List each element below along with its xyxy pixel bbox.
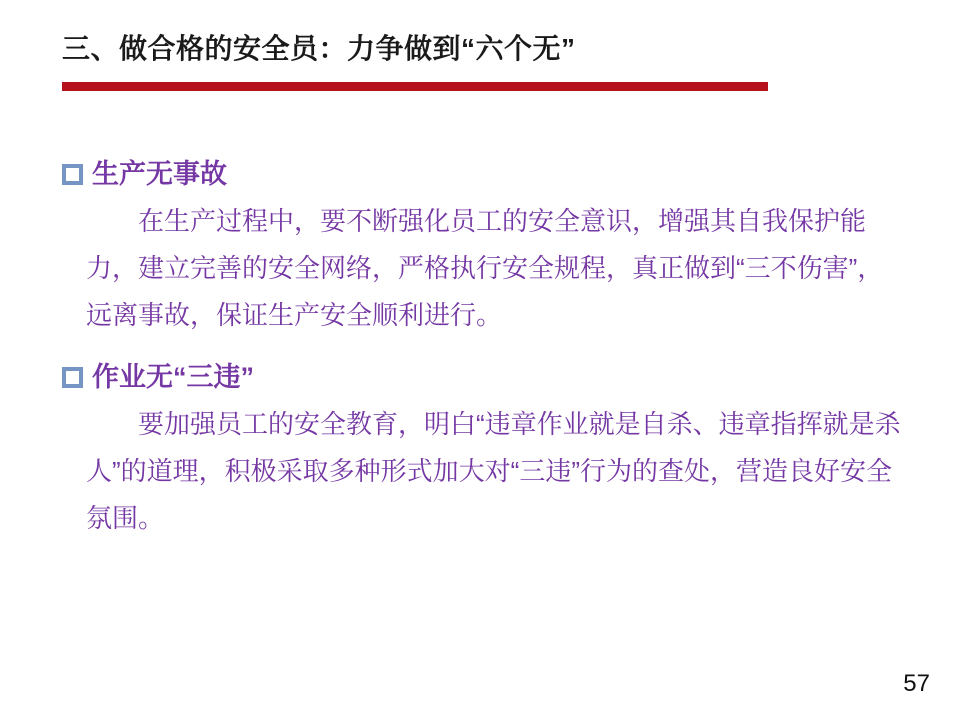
page-number: 57 <box>903 670 930 697</box>
slide-title: 三、做合格的安全员：力争做到“六个无” <box>62 33 576 64</box>
section-paragraph: 在生产过程中，要不断强化员工的安全意识，增强其自我保护能力，建立完善的安全网络，严格执行安全规程，真正做到“三不伤害”，远离事故，保证生产安全顺利进行。 <box>86 206 884 330</box>
section-work-no-three-violations <box>62 361 908 542</box>
title-underline-rule <box>62 82 768 91</box>
square-bullet-icon <box>62 367 83 388</box>
section-heading-row <box>62 361 908 393</box>
section-heading: 生产无事故 <box>92 159 227 189</box>
title-block <box>62 32 768 91</box>
square-bullet-icon <box>62 164 83 185</box>
slide-body <box>62 158 908 542</box>
section-production-no-accident <box>62 158 908 339</box>
section-heading-row <box>62 158 908 190</box>
section-heading: 作业无“三违” <box>92 362 254 392</box>
section-paragraph: 要加强员工的安全教育，明白“违章作业就是自杀、违章指挥就是杀人”的道理，积极采取多种形式加大对“三违”行为的查处，营造良好安全氛围。 <box>86 409 901 533</box>
